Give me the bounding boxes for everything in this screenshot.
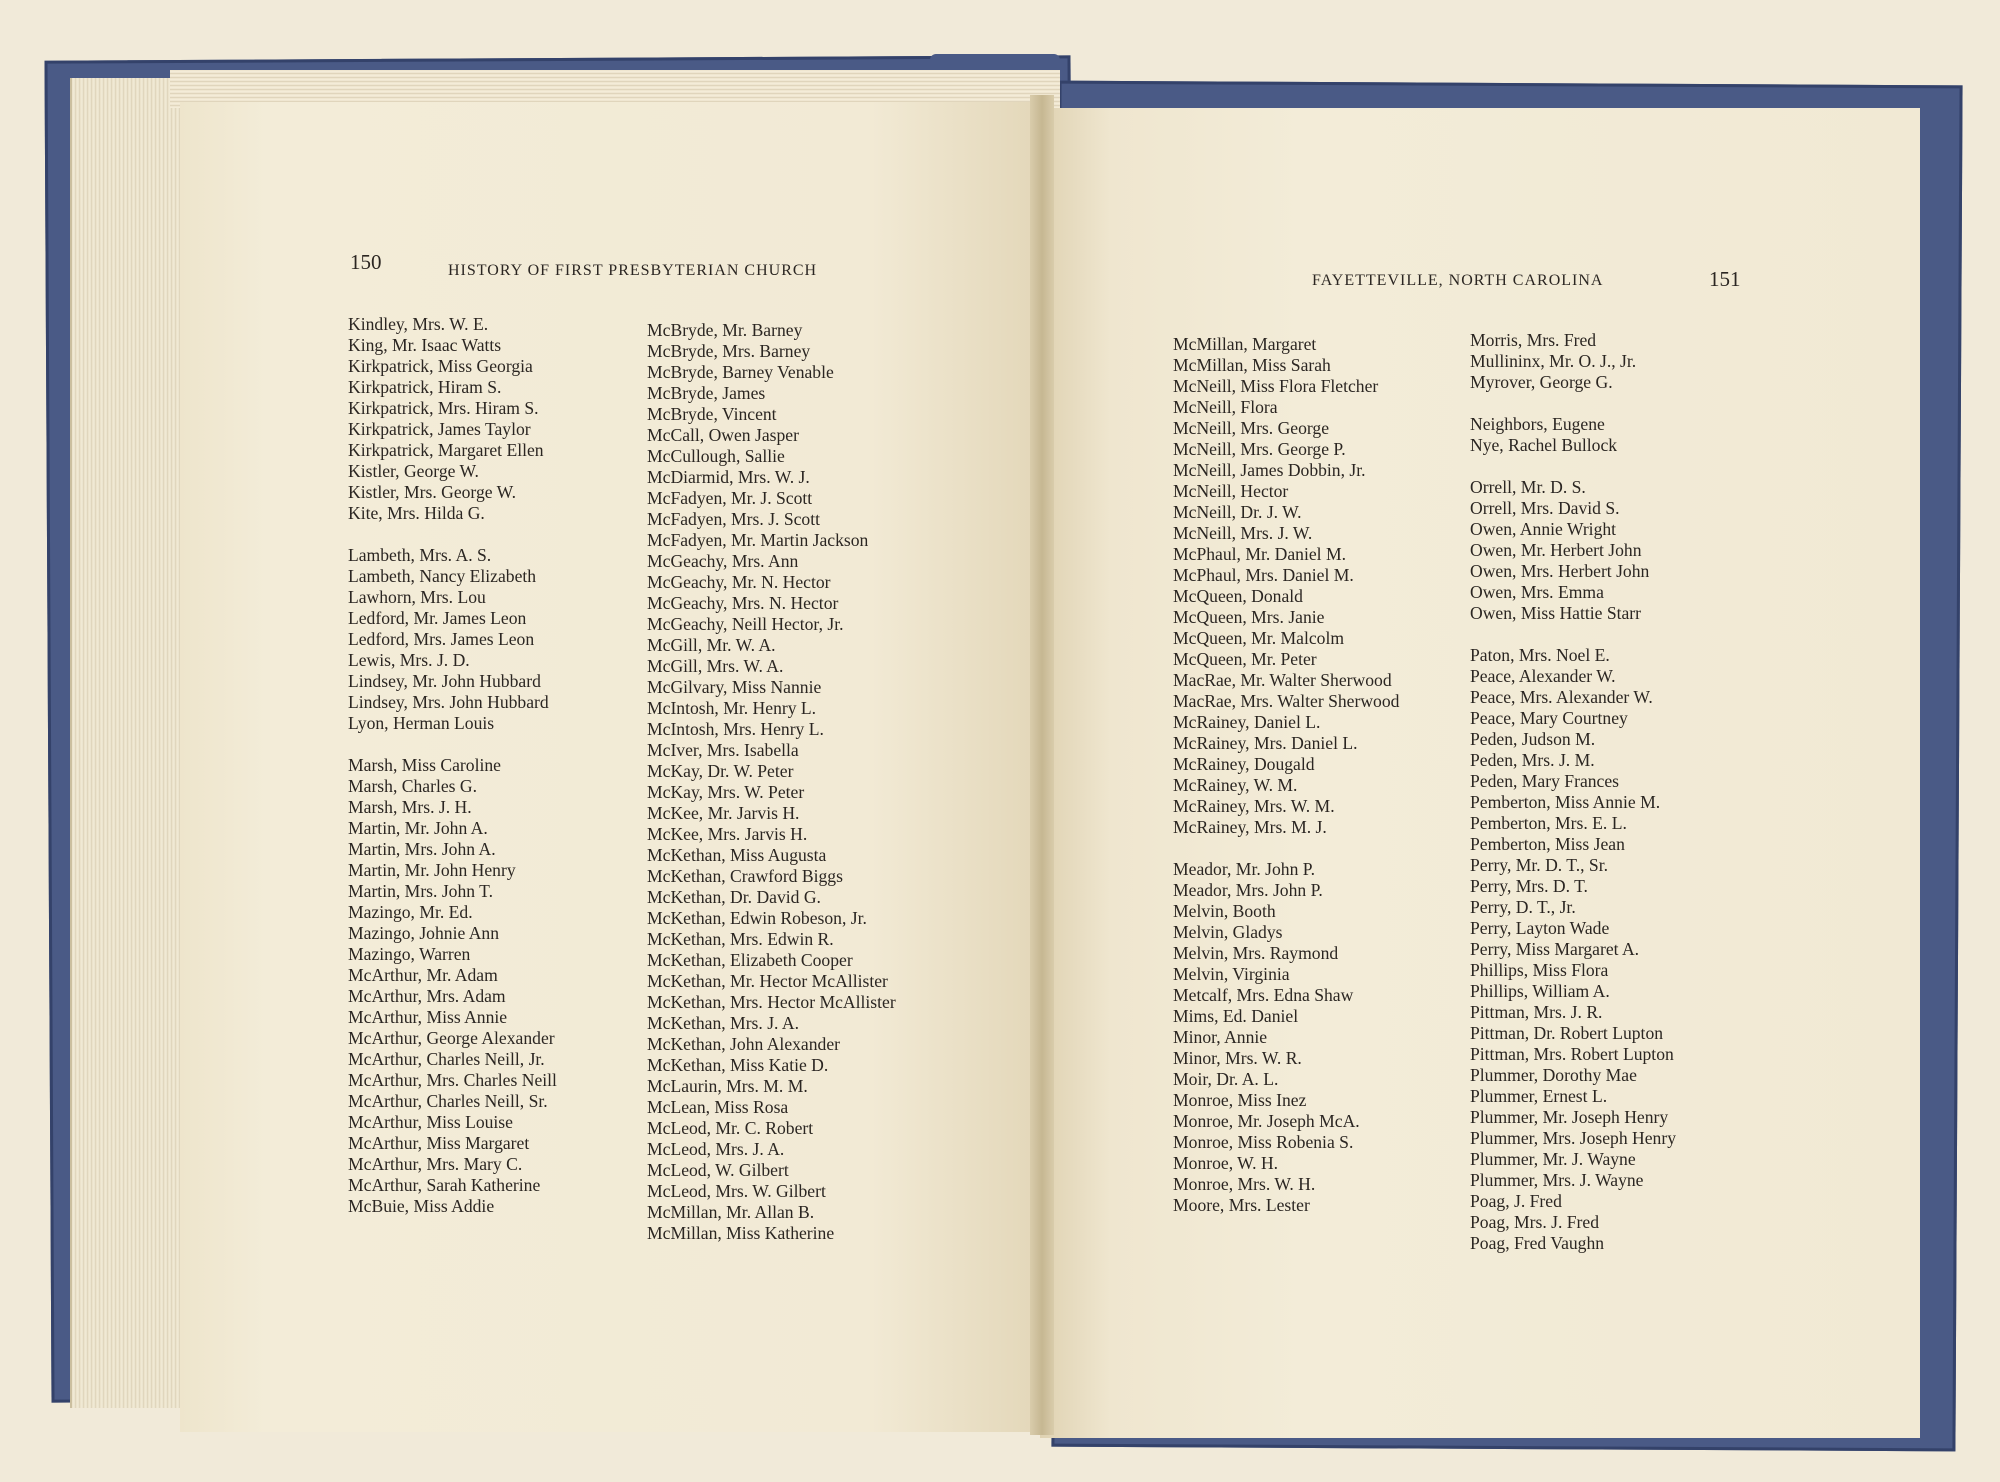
- member-name: MacRae, Mr. Walter Sherwood: [1173, 670, 1392, 690]
- member-name: Peden, Judson M.: [1470, 729, 1596, 749]
- member-name: Perry, D. T., Jr.: [1470, 897, 1576, 917]
- member-name: Metcalf, Mrs. Edna Shaw: [1173, 985, 1354, 1005]
- book-gutter: [1030, 95, 1054, 1435]
- member-name: Mims, Ed. Daniel: [1173, 1006, 1299, 1026]
- member-name: McFadyen, Mr. J. Scott: [647, 488, 813, 508]
- member-name: Perry, Mr. D. T., Sr.: [1470, 855, 1608, 875]
- member-name: McFadyen, Mrs. J. Scott: [647, 509, 820, 529]
- name-column-right-1: [1173, 334, 1399, 1216]
- section-gap: [1470, 624, 1676, 645]
- name-column-left-1: [348, 314, 557, 1217]
- member-name: Kite, Mrs. Hilda G.: [348, 503, 485, 523]
- member-name: MacRae, Mrs. Walter Sherwood: [1173, 691, 1400, 711]
- member-name: McKee, Mr. Jarvis H.: [647, 803, 800, 823]
- member-name: Marsh, Mrs. J. H.: [348, 797, 472, 817]
- member-name: Minor, Annie: [1173, 1027, 1268, 1047]
- member-name: McArthur, Miss Annie: [348, 1007, 508, 1027]
- member-name: McMillan, Miss Sarah: [1173, 355, 1331, 375]
- member-name: McArthur, Mrs. Charles Neill: [348, 1070, 557, 1090]
- member-name: Kirkpatrick, Margaret Ellen: [348, 440, 544, 460]
- member-name: Kirkpatrick, Hiram S.: [348, 377, 502, 397]
- member-name: McMillan, Miss Katherine: [647, 1223, 835, 1243]
- member-name: McQueen, Mr. Malcolm: [1173, 628, 1345, 648]
- member-name: Monroe, Miss Robenia S.: [1173, 1132, 1354, 1152]
- member-name: McKethan, Mrs. Edwin R.: [647, 929, 834, 949]
- member-name: Peace, Mary Courtney: [1470, 708, 1628, 728]
- member-name: Perry, Mrs. D. T.: [1470, 876, 1588, 896]
- member-name: McArthur, Miss Margaret: [348, 1133, 530, 1153]
- member-name: McLeod, Mrs. W. Gilbert: [647, 1181, 826, 1201]
- member-name: Phillips, Miss Flora: [1470, 960, 1609, 980]
- member-name: McKay, Mrs. W. Peter: [647, 782, 805, 802]
- member-name: McMillan, Mr. Allan B.: [647, 1202, 815, 1222]
- member-name: Martin, Mr. John A.: [348, 818, 488, 838]
- member-name: Perry, Miss Margaret A.: [1470, 939, 1640, 959]
- member-name: McNeill, Miss Flora Fletcher: [1173, 376, 1379, 396]
- member-name: Phillips, William A.: [1470, 981, 1610, 1001]
- member-name: McNeill, Hector: [1173, 481, 1289, 501]
- member-name: Monroe, W. H.: [1173, 1153, 1279, 1173]
- member-name: Meador, Mr. John P.: [1173, 859, 1316, 879]
- member-name: McNeill, Dr. J. W.: [1173, 502, 1302, 522]
- member-name: Kirkpatrick, Miss Georgia: [348, 356, 533, 376]
- member-name: McKethan, John Alexander: [647, 1034, 840, 1054]
- member-name: Monroe, Mrs. W. H.: [1173, 1174, 1316, 1194]
- member-name: Owen, Miss Hattie Starr: [1470, 603, 1642, 623]
- member-name: Marsh, Miss Caroline: [348, 755, 501, 775]
- member-name: McGill, Mr. W. A.: [647, 635, 776, 655]
- member-name: McBuie, Miss Addie: [348, 1196, 495, 1216]
- section-gap: [1173, 838, 1399, 859]
- member-name: Martin, Mrs. John T.: [348, 881, 493, 901]
- member-name: Ledford, Mrs. James Leon: [348, 629, 535, 649]
- member-name: Moore, Mrs. Lester: [1173, 1195, 1310, 1215]
- member-name: McCall, Owen Jasper: [647, 425, 799, 445]
- member-name: McArthur, George Alexander: [348, 1028, 555, 1048]
- member-name: Owen, Mrs. Herbert John: [1470, 561, 1650, 581]
- member-name: Orrell, Mr. D. S.: [1470, 477, 1586, 497]
- running-head-left: HISTORY OF FIRST PRESBYTERIAN CHURCH: [448, 262, 818, 279]
- member-name: Plummer, Dorothy Mae: [1470, 1065, 1637, 1085]
- member-name: McKethan, Dr. David G.: [647, 887, 821, 907]
- member-name: Owen, Mr. Herbert John: [1470, 540, 1642, 560]
- running-head-right: FAYETTEVILLE, NORTH CAROLINA: [1312, 272, 1604, 289]
- member-name: Owen, Annie Wright: [1470, 519, 1617, 539]
- member-name: McKethan, Mrs. Hector McAllister: [647, 992, 896, 1012]
- member-name: McKay, Dr. W. Peter: [647, 761, 794, 781]
- member-name: Kirkpatrick, James Taylor: [348, 419, 531, 439]
- member-name: McCullough, Sallie: [647, 446, 785, 466]
- page-edges: [70, 78, 192, 1408]
- member-name: Melvin, Gladys: [1173, 922, 1283, 942]
- member-name: Plummer, Mr. J. Wayne: [1470, 1149, 1636, 1169]
- name-column-left-2: [647, 320, 896, 1244]
- member-name: Morris, Mrs. Fred: [1470, 330, 1597, 350]
- member-name: McGeachy, Mrs. N. Hector: [647, 593, 839, 613]
- member-name: McBryde, Vincent: [647, 404, 777, 424]
- member-name: McIntosh, Mr. Henry L.: [647, 698, 817, 718]
- member-name: Melvin, Virginia: [1173, 964, 1290, 984]
- member-name: Martin, Mr. John Henry: [348, 860, 516, 880]
- member-name: McFadyen, Mr. Martin Jackson: [647, 530, 869, 550]
- member-name: McBryde, Mr. Barney: [647, 320, 803, 340]
- member-name: Mazingo, Mr. Ed.: [348, 902, 473, 922]
- member-name: McLaurin, Mrs. M. M.: [647, 1076, 808, 1096]
- member-name: Melvin, Booth: [1173, 901, 1276, 921]
- member-name: McArthur, Sarah Katherine: [348, 1175, 541, 1195]
- page-number-left: 150: [350, 250, 382, 274]
- left-page: [180, 102, 1040, 1432]
- member-name: Myrover, George G.: [1470, 372, 1613, 392]
- member-name: McIntosh, Mrs. Henry L.: [647, 719, 824, 739]
- member-name: Kistler, Mrs. George W.: [348, 482, 517, 502]
- member-name: McNeill, James Dobbin, Jr.: [1173, 460, 1366, 480]
- member-name: Lambeth, Mrs. A. S.: [348, 545, 492, 565]
- member-name: Plummer, Mr. Joseph Henry: [1470, 1107, 1669, 1127]
- member-name: McKethan, Mrs. J. A.: [647, 1013, 799, 1033]
- member-name: Orrell, Mrs. David S.: [1470, 498, 1620, 518]
- member-name: Mazingo, Johnie Ann: [348, 923, 499, 943]
- member-name: Mullininx, Mr. O. J., Jr.: [1470, 351, 1637, 371]
- member-name: McKethan, Miss Augusta: [647, 845, 827, 865]
- member-name: McPhaul, Mr. Daniel M.: [1173, 544, 1346, 564]
- member-name: McRainey, Mrs. Daniel L.: [1173, 733, 1358, 753]
- member-name: Pemberton, Mrs. E. L.: [1470, 813, 1627, 833]
- member-name: McRainey, W. M.: [1173, 775, 1298, 795]
- section-gap: [1470, 456, 1676, 477]
- member-name: Pittman, Mrs. J. R.: [1470, 1002, 1603, 1022]
- member-name: Monroe, Mr. Joseph McA.: [1173, 1111, 1360, 1131]
- member-name: McGeachy, Neill Hector, Jr.: [647, 614, 844, 634]
- member-name: McArthur, Mrs. Mary C.: [348, 1154, 523, 1174]
- name-column-right-2: [1470, 330, 1676, 1254]
- member-name: Moir, Dr. A. L.: [1173, 1069, 1279, 1089]
- member-name: McArthur, Charles Neill, Sr.: [348, 1091, 548, 1111]
- member-name: Lawhorn, Mrs. Lou: [348, 587, 486, 607]
- member-name: Pittman, Mrs. Robert Lupton: [1470, 1044, 1674, 1064]
- member-name: McNeill, Mrs. George P.: [1173, 439, 1346, 459]
- member-name: Perry, Layton Wade: [1470, 918, 1610, 938]
- member-name: Lyon, Herman Louis: [348, 713, 495, 733]
- member-name: Plummer, Mrs. Joseph Henry: [1470, 1128, 1677, 1148]
- member-name: Marsh, Charles G.: [348, 776, 477, 796]
- member-name: McLeod, Mrs. J. A.: [647, 1139, 785, 1159]
- member-name: Paton, Mrs. Noel E.: [1470, 645, 1610, 665]
- member-name: McKethan, Miss Katie D.: [647, 1055, 829, 1075]
- member-name: Owen, Mrs. Emma: [1470, 582, 1604, 602]
- member-name: McQueen, Mrs. Janie: [1173, 607, 1325, 627]
- member-name: McLean, Miss Rosa: [647, 1097, 789, 1117]
- member-name: Pittman, Dr. Robert Lupton: [1470, 1023, 1664, 1043]
- member-name: McKethan, Elizabeth Cooper: [647, 950, 853, 970]
- member-name: McKethan, Edwin Robeson, Jr.: [647, 908, 867, 928]
- member-name: McLeod, Mr. C. Robert: [647, 1118, 814, 1138]
- member-name: McPhaul, Mrs. Daniel M.: [1173, 565, 1354, 585]
- member-name: Lindsey, Mrs. John Hubbard: [348, 692, 549, 712]
- member-name: McGeachy, Mrs. Ann: [647, 551, 799, 571]
- member-name: Peace, Alexander W.: [1470, 666, 1616, 686]
- member-name: McRainey, Daniel L.: [1173, 712, 1321, 732]
- member-name: McBryde, James: [647, 383, 766, 403]
- member-name: Nye, Rachel Bullock: [1470, 435, 1618, 455]
- member-name: McDiarmid, Mrs. W. J.: [647, 467, 810, 487]
- member-name: Kirkpatrick, Mrs. Hiram S.: [348, 398, 539, 418]
- member-name: McArthur, Mrs. Adam: [348, 986, 506, 1006]
- member-name: Ledford, Mr. James Leon: [348, 608, 527, 628]
- member-name: Plummer, Ernest L.: [1470, 1086, 1608, 1106]
- member-name: Peden, Mary Frances: [1470, 771, 1620, 791]
- member-name: McBryde, Barney Venable: [647, 362, 834, 382]
- member-name: Peden, Mrs. J. M.: [1470, 750, 1595, 770]
- member-name: Monroe, Miss Inez: [1173, 1090, 1307, 1110]
- member-name: McArthur, Mr. Adam: [348, 965, 498, 985]
- member-name: McRainey, Mrs. W. M.: [1173, 796, 1335, 816]
- member-name: Pemberton, Miss Annie M.: [1470, 792, 1661, 812]
- member-name: Neighbors, Eugene: [1470, 414, 1605, 434]
- member-name: McQueen, Donald: [1173, 586, 1303, 606]
- member-name: McGilvary, Miss Nannie: [647, 677, 822, 697]
- member-name: Poag, J. Fred: [1470, 1191, 1562, 1211]
- member-name: McNeill, Mrs. J. W.: [1173, 523, 1313, 543]
- member-name: McNeill, Mrs. George: [1173, 418, 1330, 438]
- member-name: Meador, Mrs. John P.: [1173, 880, 1323, 900]
- member-name: McLeod, W. Gilbert: [647, 1160, 789, 1180]
- member-name: McIver, Mrs. Isabella: [647, 740, 799, 760]
- member-name: Kindley, Mrs. W. E.: [348, 314, 489, 334]
- member-name: Poag, Mrs. J. Fred: [1470, 1212, 1600, 1232]
- member-name: King, Mr. Isaac Watts: [348, 335, 502, 355]
- member-name: Peace, Mrs. Alexander W.: [1470, 687, 1653, 707]
- member-name: Poag, Fred Vaughn: [1470, 1233, 1605, 1253]
- member-name: McGill, Mrs. W. A.: [647, 656, 784, 676]
- member-name: McMillan, Margaret: [1173, 334, 1317, 354]
- member-name: Minor, Mrs. W. R.: [1173, 1048, 1302, 1068]
- member-name: McBryde, Mrs. Barney: [647, 341, 811, 361]
- member-name: Lewis, Mrs. J. D.: [348, 650, 470, 670]
- member-name: McArthur, Charles Neill, Jr.: [348, 1049, 545, 1069]
- member-name: McKethan, Mr. Hector McAllister: [647, 971, 888, 991]
- member-name: McRainey, Mrs. M. J.: [1173, 817, 1327, 837]
- member-name: Mazingo, Warren: [348, 944, 471, 964]
- member-name: McQueen, Mr. Peter: [1173, 649, 1317, 669]
- section-gap: [348, 734, 557, 755]
- member-name: Lindsey, Mr. John Hubbard: [348, 671, 541, 691]
- page-number-right: 151: [1709, 267, 1741, 291]
- member-name: Kistler, George W.: [348, 461, 479, 481]
- member-name: McKee, Mrs. Jarvis H.: [647, 824, 808, 844]
- member-name: McRainey, Dougald: [1173, 754, 1315, 774]
- member-name: Plummer, Mrs. J. Wayne: [1470, 1170, 1644, 1190]
- member-name: McArthur, Miss Louise: [348, 1112, 513, 1132]
- member-name: McGeachy, Mr. N. Hector: [647, 572, 831, 592]
- member-name: Lambeth, Nancy Elizabeth: [348, 566, 537, 586]
- member-name: McNeill, Flora: [1173, 397, 1278, 417]
- member-name: Martin, Mrs. John A.: [348, 839, 496, 859]
- section-gap: [1470, 393, 1676, 414]
- member-name: Pemberton, Miss Jean: [1470, 834, 1625, 854]
- member-name: McKethan, Crawford Biggs: [647, 866, 843, 886]
- member-name: Melvin, Mrs. Raymond: [1173, 943, 1339, 963]
- section-gap: [348, 524, 557, 545]
